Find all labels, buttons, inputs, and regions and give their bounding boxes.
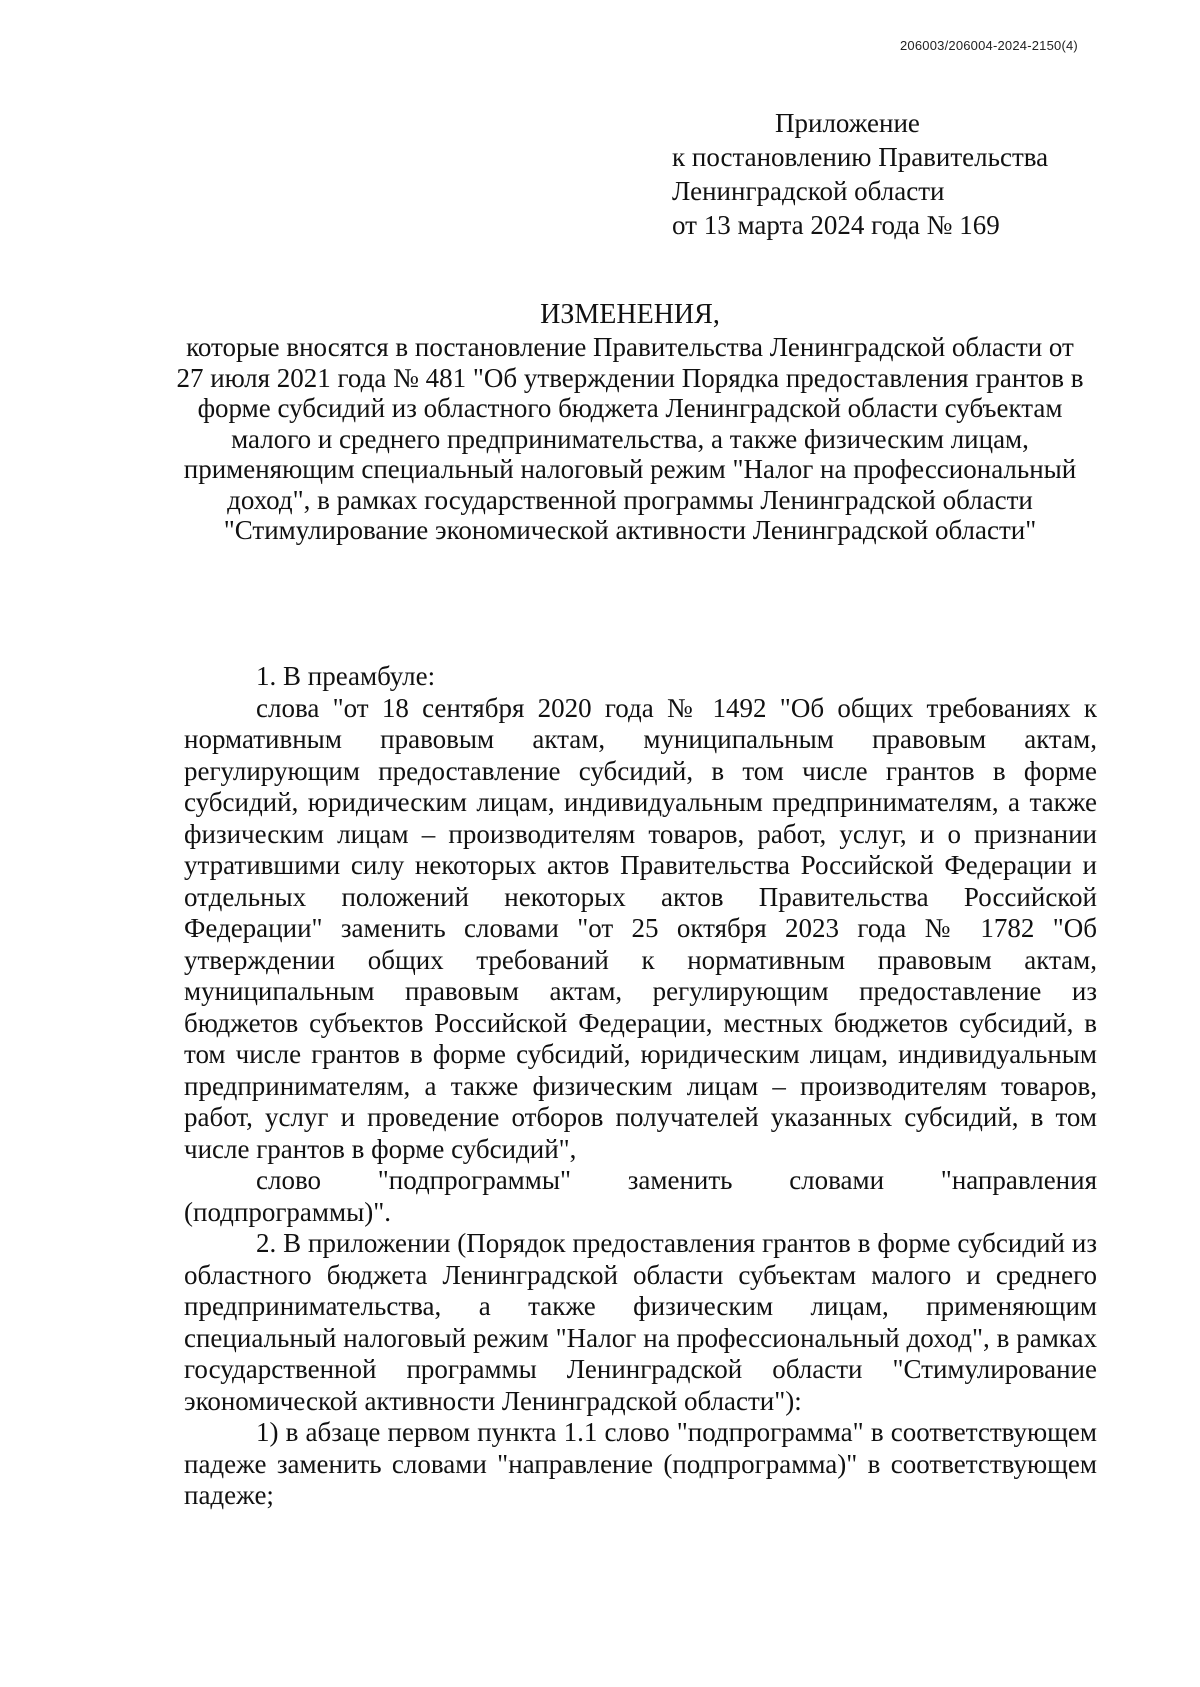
paragraph-preamble-words: слова "от 18 сентября 2020 года № 1492 "Об общих требованиях к нормативным правовым актам, муниципальным правовым актам, регулирующим предоставление субсидий, в том числе грантов в форме субсидий, юридическим лицам, индивидуальным предпринимателям, а также физическим лицам – производителям товаров, работ, услуг, и о признании утратившими силу некоторых актов Правительства Российской Федерации и отдельных положений некоторых актов Правительства Российской Федерации" заменить словами "от 25 октября 2023 года № 1782 "Об утверждении общих требований к нормативным правовым актам, муниципальным правовым актам, регулирующим предоставление из бюджетов субъектов Российской Федерации, местных бюджетов субсидий, в том числе грантов в форме субсидий, юридическим лицам, индивидуальным предпринимателям, а также физическим лицам – производителям товаров, работ, услуг и проведение отборов получателей указанных субсидий, в том числе грантов в форме субсидий", <box>184 692 1097 1164</box>
appendix-resolution-line: к постановлению Правительства <box>672 142 1049 172</box>
appendix-header <box>672 106 1122 242</box>
appendix-label: Приложение <box>775 108 920 138</box>
document-title: ИЗМЕНЕНИЯ, <box>540 299 720 330</box>
document-id: 206003/206004-2024-2150(4) <box>900 38 1078 53</box>
appendix-date-line: от 13 марта 2024 года № 169 <box>672 210 1000 240</box>
document-subtitle: которые вносятся в постановление Правительства Ленинградской области от 27 июля 2021 года № 481 "Об утверждении Порядка предоставления грантов в форме субсидий из областного бюджета Ленинградской области субъектам малого и среднего предпринимательства, а также физическим лицам, применяющим специальный налоговый режим "Налог на профессиональный доход", в рамках государственной программы Ленинградской области "Стимулирование экономической активности Ленинградской области" <box>176 332 1084 545</box>
paragraph-item-1: 1) в абзаце первом пункта 1.1 слово "подпрограмма" в соответствующем падеже заменить словами "направление (подпрограмма)" в соответствующем падеже; <box>184 1417 1097 1510</box>
paragraph-preamble-word: слово "подпрограммы" заменить словами "направления (подпрограммы)". <box>184 1165 1097 1227</box>
document-body <box>184 661 1097 1512</box>
paragraph-appendix-changes: 2. В приложении (Порядок предоставления грантов в форме субсидий из областного бюджета Ленинградской области субъектам малого и среднего предпринимательства, а также физическим лицам, применяющим специальный налоговый режим "Налог на профессиональный доход", в рамках государственной программы Ленинградской области "Стимулирование экономической активности Ленинградской области"): <box>184 1228 1097 1416</box>
appendix-region-line: Ленинградской области <box>672 176 945 206</box>
paragraph-preamble-heading: 1. В преамбуле: <box>256 661 436 691</box>
document-heading <box>170 298 1090 546</box>
